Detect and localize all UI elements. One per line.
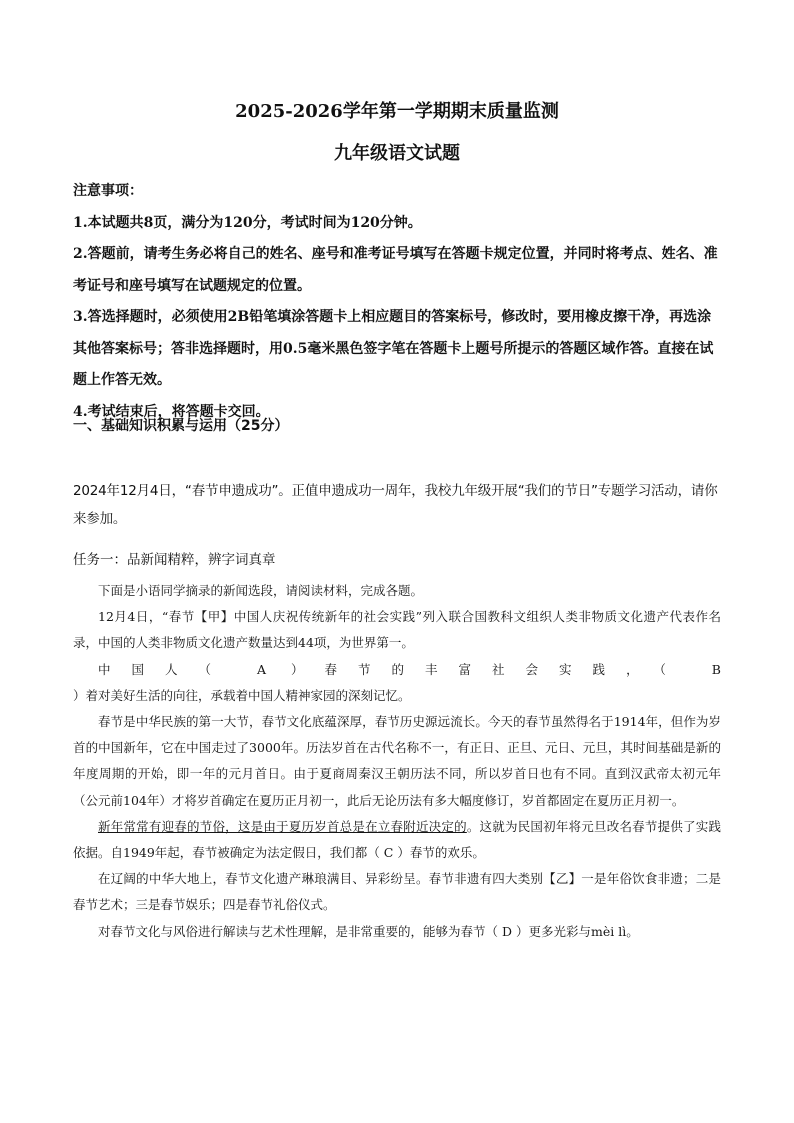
exam-subtitle: 九年级语文试题: [334, 143, 460, 164]
notes-item: 3.答选择题时，必须使用2B铅笔填涂答题卡上相应题目的答案标号，修改时，要用橡皮擦干净，再选涂其他答案标号；答非选择题时，用0.5毫米黑色签字笔在答题卡上题号所提示的答题区域作答。直接在试题上作答无效。: [73, 309, 714, 388]
notes-item: 1.本试题共8页，满分为120分，考试时间为120分钟。: [73, 214, 422, 231]
task-heading: 任务一：品新闻精粹，辨字词真章: [73, 552, 276, 568]
notes-item: 4.考试结束后，将答题卡交回。: [73, 403, 270, 420]
underlined-sentence: 新年常常有迎春的节俗，这是由于夏历岁首总是在立春附近决定的: [98, 818, 467, 834]
section-intro: [73, 477, 721, 533]
passage-paragraph: 对春节文化与风俗进行解读与艺术性理解，是非常重要的，能够为春节（ D ）更多光彩与mèi lì。: [98, 923, 639, 939]
news-passage: [73, 578, 721, 945]
intro-text: 2024年12月4日，“春节申遗成功”。正值申遗成功一周年，我校九年级开展“我们的节日”专题学习活动，请你来参加。: [73, 483, 718, 527]
passage-paragraph: 12月4日，“春节【甲】中国人庆祝传统新年的社会实践”列入联合国教科文组织人类非物质文化遗产代表作名录，中国的人类非物质文化遗产数量达到44项，为世界第一。: [73, 609, 721, 651]
passage-paragraph: 在辽阔的中华大地上，春节文化遗产琳琅满目、异彩纷呈。春节非遗有四大类别【乙】一是年俗饮食非遗；二是春节艺术；三是春节娱乐；四是春节礼俗仪式。: [73, 871, 721, 913]
notes-heading: 注意事项：: [73, 183, 143, 199]
exam-title: 2025-2026学年第一学期期末质量监测: [235, 101, 559, 122]
passage-paragraph: [73, 814, 721, 866]
notes-item: 2.答题前，请考生务必将自己的姓名、座号和准考证号填写在答题卡规定位置，并同时将考点、姓名、准考证号和座号填写在试题规定的位置。: [73, 246, 718, 294]
passage-paragraph: 春节是中华民族的第一大节，春节文化底蕴深厚，春节历史源远流长。今天的春节虽然得名于1914年，但作为岁首的中国新年，它在中国走过了3000年。历法岁首在古代名称不一，有正日、正旦、元日、元旦，其时间基础是新的年度周期的开始，即一年的元月首日。由于夏商周秦汉王朝历法不同，所以岁首日也有不同。直到汉武帝太初元年（公元前104年）才将岁首确定在夏历正月初一，此后无论历法有多大幅度修订，岁首都固定在夏历正月初一。: [73, 714, 721, 808]
section-heading: 一、基础知识积累与运用（25分）: [73, 418, 289, 434]
notes-block: [73, 176, 721, 428]
passage-paragraph: 下面是小语同学摘录的新闻选段，请阅读材料，完成各题。: [98, 583, 424, 598]
passage-blank-line: 中国人（ A ）春节的丰富社会实践，（ B: [98, 661, 721, 677]
passage-text: 。这就为民国初年将元旦改名春节提供了实践依据。自1949年起，春节被确定为法定假日，我们都（ C ）春节的欢乐。: [73, 818, 721, 861]
passage-paragraph: ）着对美好生活的向往，承载着中国人精神家园的深刻记忆。: [73, 687, 411, 703]
